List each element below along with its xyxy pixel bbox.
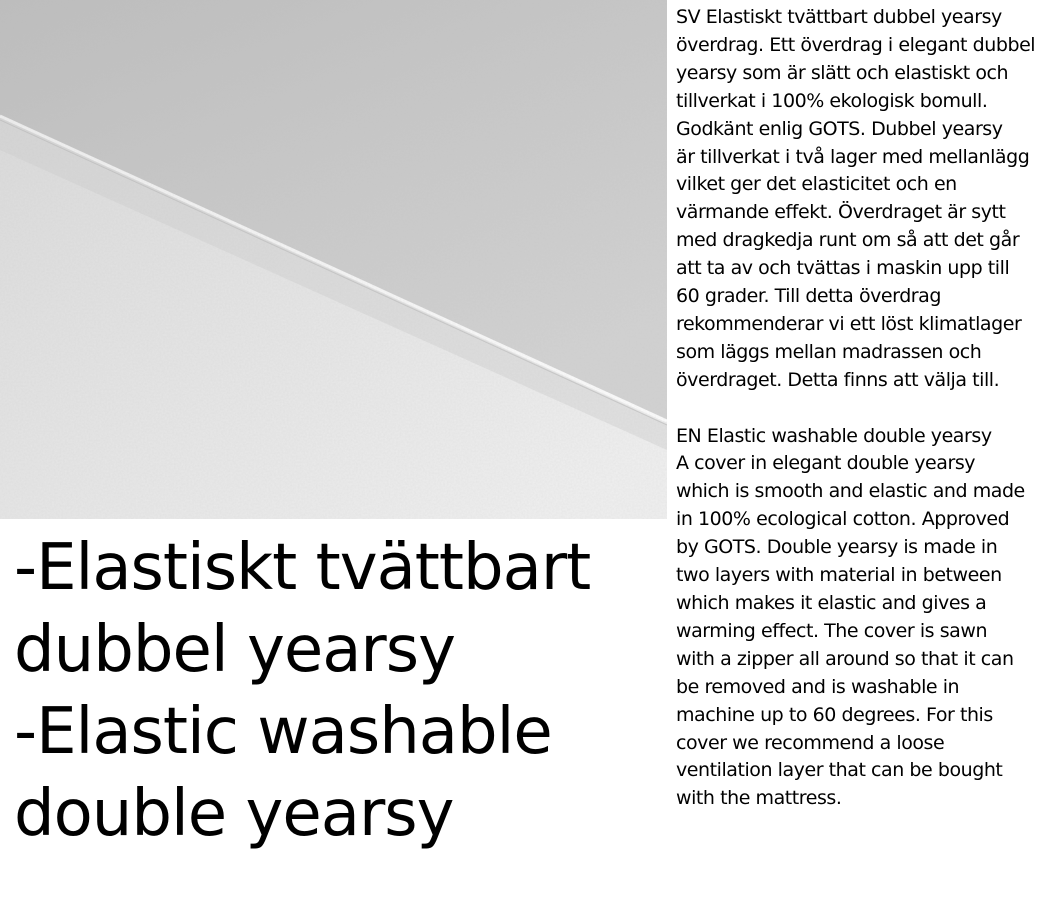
headline-line-sv-1: -Elastiskt tvättbart	[14, 531, 591, 605]
headline-line-sv-2: dubbel yearsy	[14, 613, 455, 687]
description-english: EN Elastic washable double yearsy A cover in elegant double yearsy which is smooth and elastic and made in 100% ecological cotton. Approved by GOTS. Double yearsy is made in two layers with material in between which makes it elastic and gives a warming effect. The cover is sawn with a zipper all around so that it can be removed and is washable in machine up to 60 degrees. For this cover we recommend a loose ventilation layer that can be bought with the mattress.	[676, 424, 1025, 810]
product-description	[676, 4, 1054, 813]
fabric-photo	[0, 0, 667, 519]
description-swedish: SV Elastiskt tvättbart dubbel yearsy överdrag. Ett överdrag i elegant dubbel yearsy som är slätt och elastiskt och tillverkat i 100% ekologisk bomull. Godkänt enlig GOTS. Dubbel yearsy är tillverkat i två lager med mellanlägg vilket ger det elasticitet och en värmande effekt. Överdraget är sytt med dragkedja runt om så att det går att ta av och tvättas i maskin upp till 60 grader. Till detta överdrag rekommenderar vi ett löst klimatlager som läggs mellan madrassen och överdraget. Detta finns att välja till.	[676, 6, 1036, 391]
headline-line-en-1: -Elastic washable	[14, 695, 552, 769]
headline-line-en-2: double yearsy	[14, 777, 454, 851]
fabric-texture-image	[0, 0, 667, 519]
product-headline	[14, 527, 654, 855]
